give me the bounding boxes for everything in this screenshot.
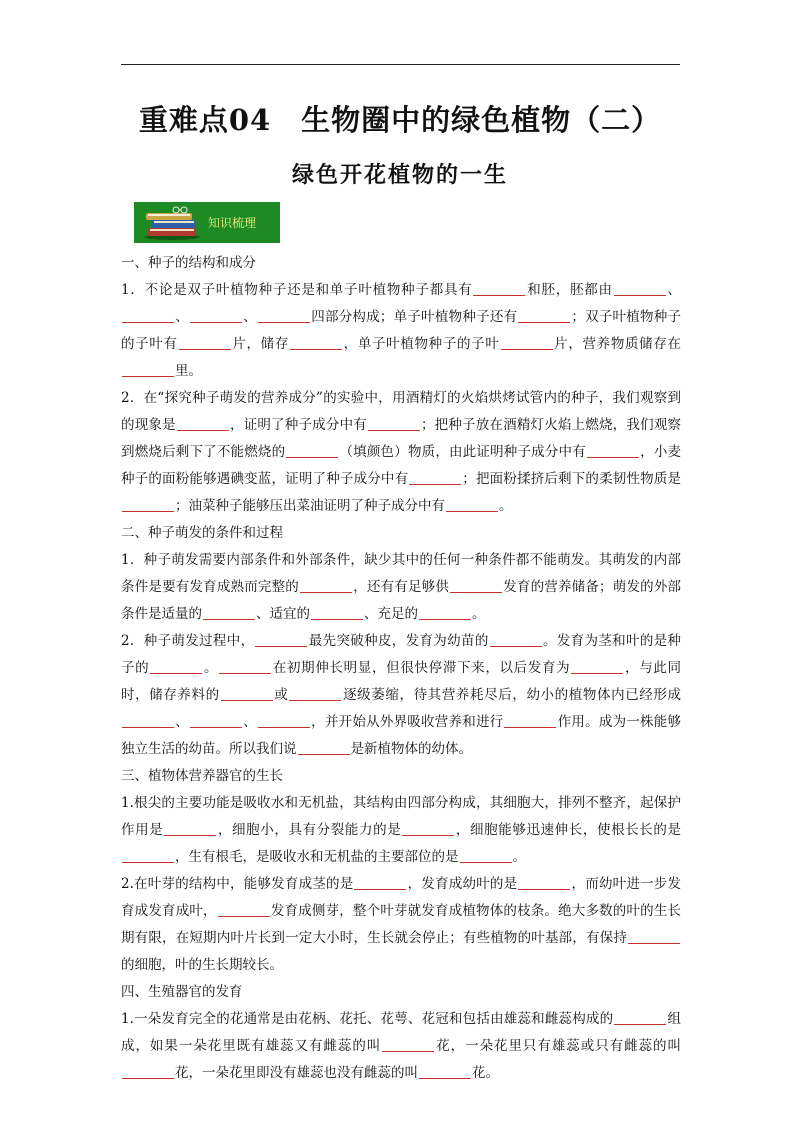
question-text: 发育成侧芽，整个叶芽就发育成植物体的枝条。绝大多数的叶的生长期有限，在短期内叶片长到一定大小时，生长就会停止；有些植物的叶基部，有保持 (121, 903, 682, 946)
question-text: 最先突破种皮，发育为幼苗的 (308, 633, 489, 649)
answer-blank[interactable] (311, 605, 363, 620)
question-text: 花。 (472, 1065, 499, 1081)
question-paragraph (121, 385, 681, 520)
answer-blank[interactable] (290, 335, 342, 350)
answer-blank[interactable] (460, 848, 512, 863)
answer-blank[interactable] (218, 902, 270, 917)
answer-blank[interactable] (122, 497, 174, 512)
page-title: 重难点04 生物圈中的绿色植物（二） (138, 103, 662, 137)
answer-blank[interactable] (190, 713, 242, 728)
question-text: 四部分构成；单子叶植物种子还有 (310, 309, 518, 325)
question-text: 、适宜的 (256, 606, 310, 622)
answer-blank[interactable] (501, 335, 553, 350)
answer-blank[interactable] (614, 281, 666, 296)
question-text: 。 (472, 606, 486, 622)
answer-blank[interactable] (409, 470, 461, 485)
question-text: ，还有有足够供 (353, 579, 450, 595)
answer-blank[interactable] (354, 875, 406, 890)
answer-blank[interactable] (300, 578, 352, 593)
answer-blank[interactable] (587, 443, 639, 458)
answer-blank[interactable] (286, 443, 338, 458)
answer-blank[interactable] (571, 659, 623, 674)
answer-blank[interactable] (179, 335, 231, 350)
section-heading: 三、植物体营养器官的生长 (121, 768, 283, 784)
answer-blank[interactable] (473, 281, 525, 296)
answer-blank[interactable] (177, 416, 229, 431)
question-text: 作用。成为一株能够独立生活的幼苗。所以我们说 (121, 714, 682, 757)
question-text: ，细胞能够迅速伸长，使根长长的是 (455, 822, 682, 838)
question-text: ，并开始从外界吸收营养和进行 (310, 714, 504, 730)
question-text: ，细胞小，具有分裂能力的是 (217, 822, 402, 838)
question-text: 在初期伸长明显，但很快停滞下来，以后发育为 (272, 660, 571, 676)
question-text: ，发育成幼叶的是 (407, 876, 518, 892)
answer-blank[interactable] (419, 605, 471, 620)
question-paragraph (121, 1006, 681, 1087)
question-text: ；双子叶植物种子的子叶有 (121, 309, 682, 352)
banner-label: 知识梳理 (208, 216, 257, 230)
question-text: 2.在叶芽的结构中，能够发育成茎的是 (121, 876, 354, 892)
answer-blank[interactable] (504, 713, 556, 728)
question-text: ；把种子放在酒精灯火焰上燃烧，我们观察到燃烧后剩下了不能燃烧的 (121, 417, 682, 460)
answer-blank[interactable] (122, 1064, 174, 1079)
question-text: 2．在“探究种子萌发的营养成分”的实验中，用酒精灯的火焰烘烤试管内的种子，我们观察到的现象是 (121, 390, 681, 433)
question-text: 1．种子萌发需要内部条件和外部条件，缺少其中的任何一种条件都不能萌发。其萌发的内部条件是要有发育成熟而完整的 (121, 552, 681, 595)
question-text: 2．种子萌发过程中， (121, 633, 255, 649)
answer-blank[interactable] (450, 578, 502, 593)
question-text: 里。 (175, 363, 202, 379)
question-text: 发育的营养储备；萌发的外部条件是适量的 (121, 579, 682, 622)
question-text: ，小麦种子的面粉能够遇碘变蓝，证明了种子成分中有 (121, 444, 682, 487)
knowledge-banner (134, 202, 280, 243)
answer-blank[interactable] (289, 686, 341, 701)
question-text: 、 (175, 309, 189, 325)
question-text: 逐级萎缩，待其营养耗尽后，幼小的植物体内已经形成 (342, 687, 682, 703)
question-text: 花，一朵花里只有雄蕊或只有雌蕊的叫 (435, 1038, 682, 1054)
answer-blank[interactable] (258, 308, 310, 323)
question-paragraph (121, 628, 681, 763)
question-text: 。 (512, 849, 526, 865)
question-text: 和胚，胚都由 (526, 282, 613, 298)
question-text: 。 (203, 660, 219, 676)
section-heading: 一、种子的结构和成分 (121, 255, 256, 271)
answer-blank[interactable] (122, 713, 174, 728)
question-paragraph (121, 547, 681, 628)
answer-blank[interactable] (122, 848, 174, 863)
question-text: ；油菜种子能够压出菜油证明了种子成分中有 (175, 498, 445, 514)
answer-blank[interactable] (614, 1010, 666, 1025)
question-paragraph (121, 871, 681, 979)
answer-blank[interactable] (219, 659, 271, 674)
question-paragraph (121, 790, 681, 871)
answer-blank[interactable] (221, 686, 273, 701)
question-text: 、 (242, 309, 257, 325)
answer-blank[interactable] (628, 929, 680, 944)
answer-blank[interactable] (122, 308, 174, 323)
question-text: ，生有根毛，是吸收水和无机盐的主要部位的是 (175, 849, 459, 865)
answer-blank[interactable] (382, 1037, 434, 1052)
answer-blank[interactable] (203, 605, 255, 620)
question-text: 、 (666, 282, 682, 298)
answer-blank[interactable] (446, 497, 498, 512)
page-subtitle: 绿色开花植物的一生 (291, 162, 508, 188)
answer-blank[interactable] (368, 416, 420, 431)
question-text: 1.一朵发育完全的花通常是由花柄、花托、花萼、花冠和包括由雄蕊和雌蕊构成的 (121, 1011, 614, 1027)
question-text: 片，营养物质储存在 (553, 336, 682, 352)
question-paragraph (121, 277, 681, 385)
top-rule (121, 64, 680, 65)
answer-blank[interactable] (518, 875, 570, 890)
answer-blank[interactable] (122, 362, 174, 377)
question-text: ；把面粉揉挤后剩下的柔韧性物质是 (462, 471, 682, 487)
question-text: 组成，如果一朵花里既有雄蕊又有雌蕊的叫 (121, 1011, 681, 1054)
answer-blank[interactable] (258, 713, 310, 728)
question-text: ，而幼叶进一步发育成发育成叶， (121, 876, 682, 919)
answer-blank[interactable] (150, 659, 202, 674)
section-heading: 二、种子萌发的条件和过程 (121, 525, 283, 541)
question-text: 1.根尖的主要功能是吸收水和无机盐，其结构由四部分构成，其细胞大，排列不整齐，起保护作用是 (121, 795, 681, 838)
question-text: ，与此同时，储存养料的 (121, 660, 682, 703)
question-text: 或 (273, 687, 289, 703)
answer-blank[interactable] (255, 632, 307, 647)
question-text: 。 (499, 498, 513, 514)
section-heading: 四、生殖器官的发育 (121, 984, 243, 1000)
question-text: 、 (175, 714, 189, 730)
question-text: ，证明了种子成分中有 (229, 417, 367, 433)
books-icon (142, 206, 204, 240)
question-text: ，单子叶植物种子的子叶 (343, 336, 500, 352)
answer-blank[interactable] (298, 740, 350, 755)
question-text: （填颜色）物质，由此证明种子成分中有 (339, 444, 586, 460)
answer-blank[interactable] (402, 821, 454, 836)
answer-blank[interactable] (490, 632, 542, 647)
answer-blank[interactable] (518, 308, 570, 323)
question-text: 花，一朵花里即没有雄蕊也没有雌蕊的叫 (175, 1065, 418, 1081)
question-text: 的细胞，叶的生长期较长。 (121, 957, 283, 973)
question-text: 片，储存 (231, 336, 290, 352)
question-text: 、 (242, 714, 257, 730)
document-body (121, 250, 681, 1087)
question-text: 是新植物体的幼体。 (350, 741, 472, 757)
answer-blank[interactable] (419, 1064, 471, 1079)
question-text: 、充足的 (364, 606, 418, 622)
question-text: 1．不论是双子叶植物种子还是和单子叶植物种子都具有 (121, 282, 473, 298)
question-text: 。发育为茎和叶的是种子的 (121, 633, 682, 676)
answer-blank[interactable] (190, 308, 242, 323)
answer-blank[interactable] (164, 821, 216, 836)
